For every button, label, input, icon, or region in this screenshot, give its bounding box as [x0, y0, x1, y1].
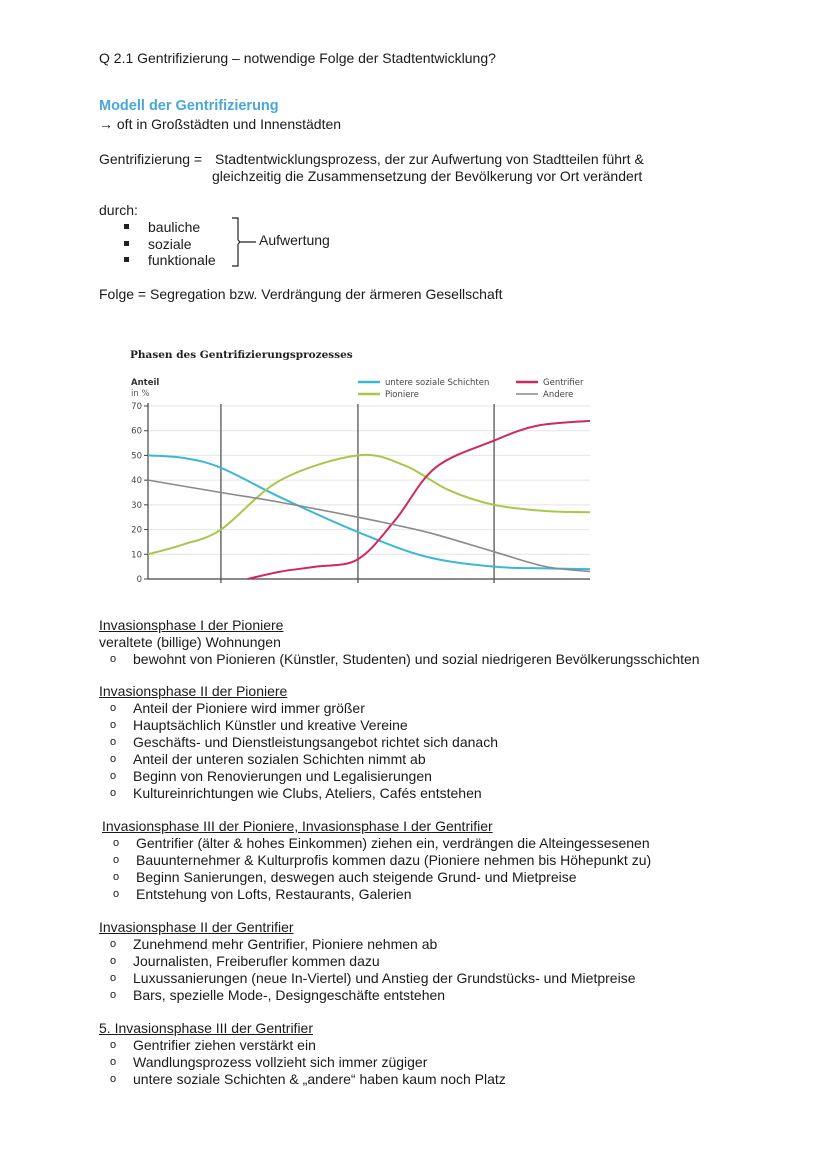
- phase-section: [99, 617, 700, 668]
- y-axis-unit: in %: [131, 389, 150, 399]
- y-tick-label: 60: [131, 426, 142, 437]
- phase-list-item: o Zunehmend mehr Gentrifier, Pioniere nehmen ab: [99, 936, 635, 953]
- y-tick-label: 40: [131, 476, 142, 487]
- phase-heading: Invasionsphase II der Pioniere: [99, 683, 288, 699]
- phase-list-item: o Anteil der Pioniere wird immer größer: [99, 700, 498, 717]
- phase-list-item: o Gentrifier ziehen verstärkt ein: [99, 1037, 506, 1054]
- phase-list-item: o Hauptsächlich Künstler und kreative Vereine: [99, 717, 498, 734]
- legend-label-gentrifier: Gentrifier: [543, 378, 584, 388]
- y-tick-label: 0: [136, 575, 142, 585]
- y-tick-label: 50: [131, 451, 142, 462]
- y-tick-label: 20: [131, 525, 142, 536]
- phase-list-item: o Geschäfts- und Dienstleistungsangebot richtet sich danach: [99, 734, 498, 751]
- phase-list-item: o Kultureinrichtungen wie Clubs, Ateliers, Cafés entstehen: [99, 785, 498, 802]
- phase-list-item: o Wandlungsprozess vollzieht sich immer zügiger: [99, 1054, 506, 1071]
- y-tick-label: 10: [131, 550, 142, 561]
- phase-heading: Invasionsphase I der Pioniere: [99, 617, 284, 633]
- phase-list-item: o bewohnt von Pionieren (Künstler, Studenten) und sozial niedrigeren Bevölkerungsschichten: [99, 651, 700, 668]
- phase-intro: veraltete (billige) Wohnungen: [99, 634, 281, 650]
- model-heading: Modell der Gentrifizierung: [99, 98, 279, 114]
- definition-term: Gentrifizierung =: [99, 151, 203, 167]
- legend-label-untere: untere soziale Schichten: [385, 378, 490, 388]
- page-title: Q 2.1 Gentrifizierung – notwendige Folge der Stadtentwicklung?: [99, 50, 496, 66]
- durch-item: funktionale: [148, 252, 216, 268]
- phase-list-item: o Beginn Sanierungen, deswegen auch steigende Grund- und Mietpreise: [102, 869, 651, 886]
- phase-section: [102, 818, 651, 903]
- brace-icon: [228, 214, 258, 270]
- phase-section: [99, 683, 498, 802]
- phase-heading: 5. Invasionsphase III der Gentrifier: [99, 1020, 313, 1036]
- y-tick-label: 70: [131, 402, 142, 412]
- y-tick-label: 30: [131, 500, 142, 511]
- legend-label-pioniere: Pioniere: [385, 390, 420, 400]
- phase-list-item: o untere soziale Schichten & „andere“ haben kaum noch Platz: [99, 1071, 506, 1088]
- phase-list-item: o Luxussanierungen (neue In-Viertel) und Anstieg der Grundstücks- und Mietpreise: [99, 970, 635, 987]
- bullet-square-icon: [124, 241, 129, 246]
- phase-heading: Invasionsphase II der Gentrifier: [99, 919, 294, 935]
- phase-list-item: o Journalisten, Freiberufler kommen dazu: [99, 953, 635, 970]
- phase-list-item: o Gentrifier (älter & hohes Einkommen) ziehen ein, verdrängen die Alteingessesenen: [102, 835, 651, 852]
- durch-label: durch:: [99, 202, 138, 218]
- series-line-untere: [148, 455, 590, 569]
- model-note: → oft in Großstädten und Innenstädten: [99, 116, 342, 132]
- phase-list-item: o Bauunternehmer & Kulturprofis kommen dazu (Pioniere nehmen bis Höhepunkt zu): [102, 852, 651, 869]
- definition-line-1: Stadtentwicklungsprozess, der zur Aufwertung von Stadtteilen führt &: [215, 151, 644, 167]
- phase-list-item: o Beginn von Renovierungen und Legalisierungen: [99, 768, 498, 785]
- phase-list-item: o Anteil der unteren sozialen Schichten nimmt ab: [99, 751, 498, 768]
- gentrification-chart: [100, 340, 600, 590]
- durch-item: soziale: [148, 236, 192, 252]
- phase-section: [99, 1020, 506, 1088]
- aufwertung-label: Aufwertung: [259, 232, 330, 248]
- bullet-square-icon: [124, 224, 129, 229]
- phase-list-item: o Entstehung von Lofts, Restaurants, Galerien: [102, 886, 651, 903]
- series-line-andere: [148, 480, 590, 571]
- folge-text: Folge = Segregation bzw. Verdrängung der ärmeren Gesellschaft: [99, 286, 503, 302]
- phase-section: [99, 919, 635, 1004]
- legend-label-andere: Andere: [543, 390, 574, 400]
- definition-line-2: gleichzeitig die Zusammensetzung der Bevölkerung vor Ort verändert: [212, 168, 643, 184]
- chart-title: Phasen des Gentrifizierungsprozesses: [130, 349, 353, 361]
- y-axis-label: Anteil: [131, 378, 160, 388]
- durch-item: bauliche: [148, 219, 201, 235]
- phase-heading: Invasionsphase III der Pioniere, Invasionsphase I der Gentrifier: [102, 818, 493, 834]
- phase-list-item: o Bars, spezielle Mode-, Designgeschäfte entstehen: [99, 987, 635, 1004]
- bullet-square-icon: [124, 257, 129, 262]
